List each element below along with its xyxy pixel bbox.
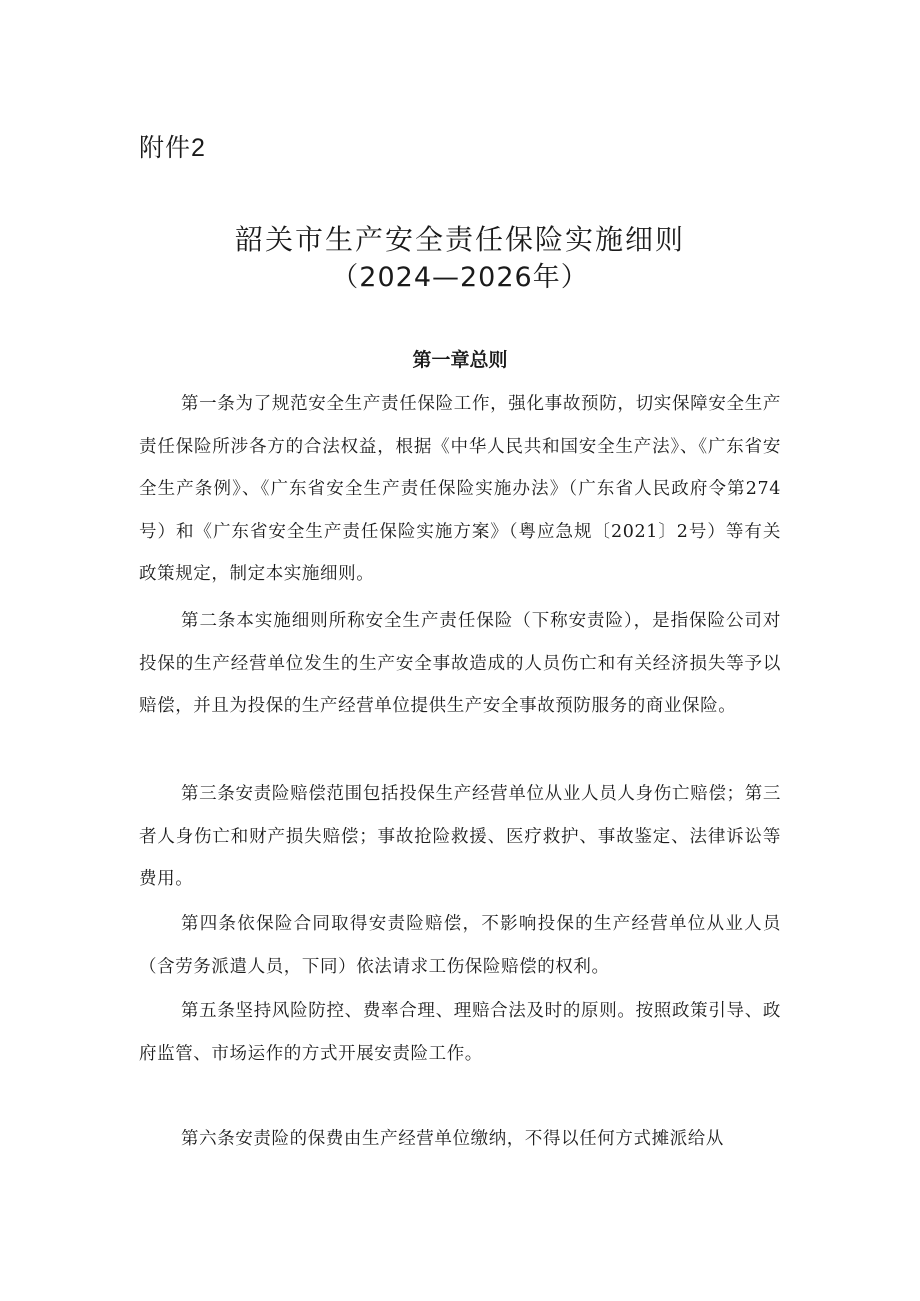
chapter-heading: 第一章总则 xyxy=(412,349,508,371)
article-4: 第四条依保险合同取得安责险赔偿，不影响投保的生产经营单位从业人员（含劳务派遣人员，下同）依法请求工伤保险赔偿的权利。 xyxy=(139,914,781,977)
attachment-label: 附件2 xyxy=(139,134,206,162)
document-title: 韶关市生产安全责任保险实施细则 xyxy=(234,223,685,256)
document-period: （2024—2026年） xyxy=(331,262,589,293)
article-5: 第五条坚持风险防控、费率合理、理赔合法及时的原则。按照政策引导、政府监管、市场运作的方式开展安责险工作。 xyxy=(139,1001,781,1064)
article-6: 第六条安责险的保费由生产经营单位缴纳，不得以任何方式摊派给从 xyxy=(181,1129,724,1149)
article-3: 第三条安责险赔偿范围包括投保生产经营单位从业人员人身伤亡赔偿；第三者人身伤亡和财产损失赔偿；事故抢险救援、医疗救护、事故鉴定、法律诉讼等费用。 xyxy=(139,784,781,889)
article-1: 第一条为了规范安全生产责任保险工作，强化事故预防，切实保障安全生产责任保险所涉各方的合法权益，根据《中华人民共和国安全生产法》、《广东省安全生产条例》、《广东省安全生产责任保险实施办法》（广东省人民政府令第274号）和《广东省安全生产责任保险实施方案》（粤应急规〔2021〕2号）等有关政策规定，制定本实施细则。 xyxy=(139,394,781,584)
article-2: 第二条本实施细则所称安全生产责任保险（下称安责险），是指保险公司对投保的生产经营单位发生的生产安全事故造成的人员伤亡和有关经济损失等予以赔偿，并且为投保的生产经营单位提供生产安全事故预防服务的商业保险。 xyxy=(139,611,781,716)
